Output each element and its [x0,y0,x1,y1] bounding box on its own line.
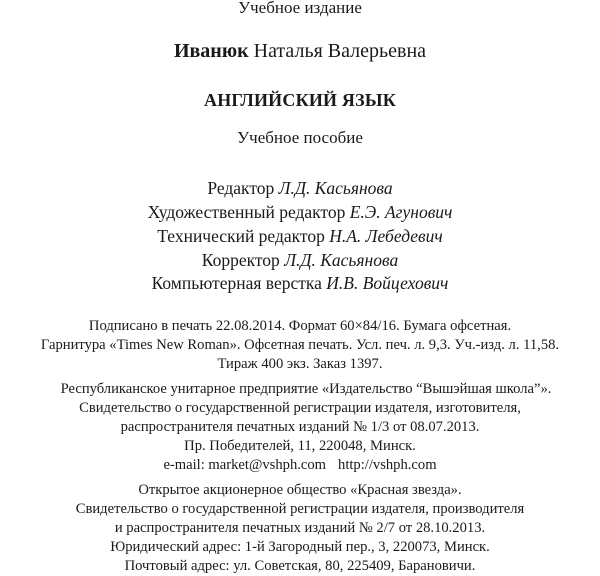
printer-certificate: и распространителя печатных изданий № 2/7 от 28.10.2013. [114,520,486,536]
staff-name: Л.Д. Касьянова [278,178,393,198]
printer-name: Открытое акционерное общество «Красная звезда». [138,482,462,498]
staff-line-art-editor [0,202,600,223]
print-info-line: Тираж 400 экз. Заказ 1397. [217,356,383,372]
staff-role: Технический редактор [157,226,325,246]
staff-line-editor [0,178,600,199]
staff-name: Е.Э. Агунович [349,202,453,222]
author-name [0,40,600,63]
staff-role: Компьютерная верстка [151,273,322,293]
staff-line-technical-editor [0,226,600,247]
publisher-contacts [0,457,600,474]
staff-name: Л.Д. Касьянова [284,250,399,270]
publication-type: Учебное издание [238,0,362,17]
printer-legal-address: Юридический адрес: 1-й Загородный пер., 3, 220073, Минск. [110,539,490,555]
author-surname: Иванюк [173,40,249,62]
publisher-name: Республиканское унитарное предприятие «Издательство “Вышэйшая школа”». [60,381,552,397]
staff-role: Художественный редактор [147,202,346,222]
print-info-line: Гарнитура «Times New Roman». Офсетная печать. Усл. печ. л. 9,3. Уч.-изд. л. 11,58. [40,337,560,353]
staff-line-layout [0,273,600,294]
staff-line-proofreader [0,250,600,271]
publisher-certificate: распространителя печатных изданий № 1/3 от 08.07.2013. [120,419,480,435]
staff-name: Н.А. Лебедевич [329,226,443,246]
staff-name: И.В. Войцехович [326,273,449,293]
printer-postal-address: Почтовый адрес: ул. Советская, 80, 225409, Барановичи. [124,558,476,574]
book-subtitle: Учебное пособие [237,128,363,147]
printer-certificate: Свидетельство о государственной регистрации издателя, производителя [75,501,525,517]
publisher-website[interactable]: http://vshph.com [338,457,437,473]
publisher-address: Пр. Победителей, 11, 220048, Минск. [184,438,416,454]
book-title: АНГЛИЙСКИЙ ЯЗЫК [204,90,396,110]
publisher-certificate: Свидетельство о государственной регистрации издателя, изготовителя, [79,400,521,416]
publisher-email[interactable]: e-mail: market@vshph.com [163,457,327,473]
print-info-line: Подписано в печать 22.08.2014. Формат 60×84/16. Бумага офсетная. [88,318,512,334]
staff-role: Редактор [207,178,275,198]
author-given-names: Наталья Валерьевна [253,40,427,62]
staff-role: Корректор [201,250,280,270]
